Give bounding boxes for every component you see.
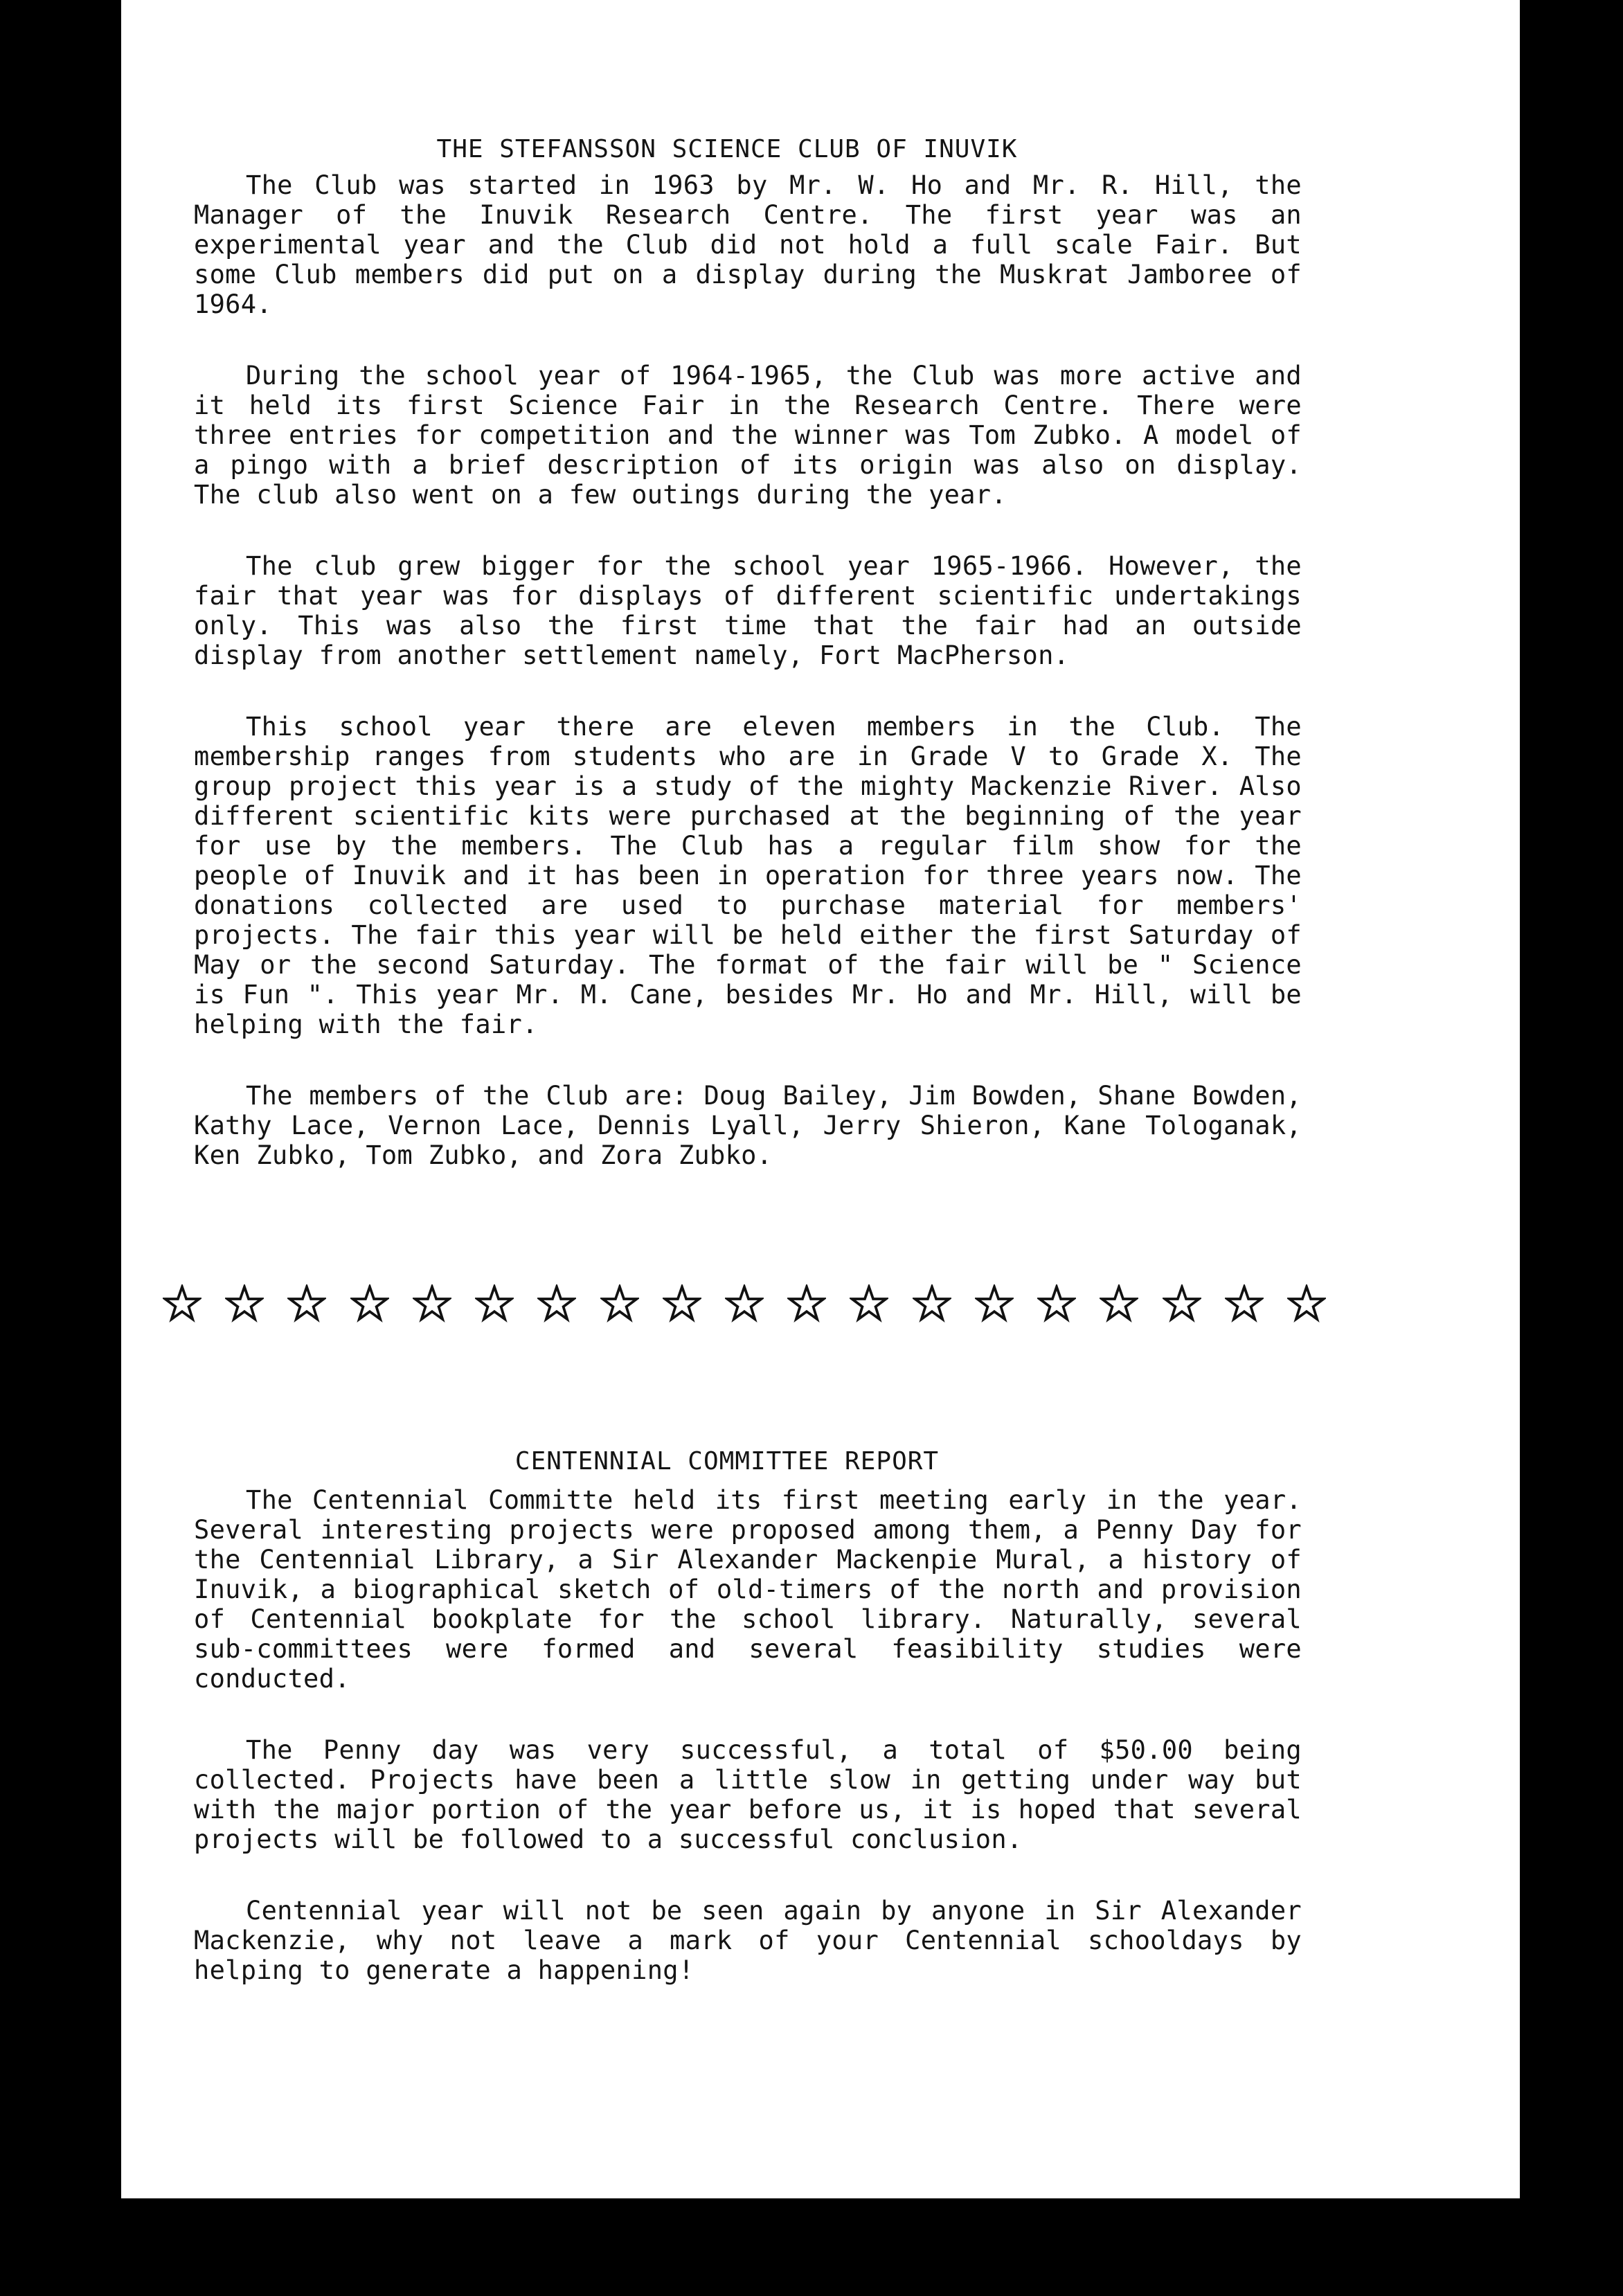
star-outline-icon [975, 1284, 1014, 1323]
centennial-paragraph-2: The Penny day was very successful, a total of $50.00 being collected. Projects have been a little slow in getting under way but with the major portion of the year before us, it is hoped that several projects will be followed to a successful conclusion. [194, 1735, 1302, 1854]
science-club-paragraph-2: During the school year of 1964-1965, the Club was more active and it held its first Science Fair in the Research Centre. There were three entries for competition and the winner was Tom Zubko. A model of a pingo with a brief description of its origin was also on display. The club also went on a few outings during the year. [194, 361, 1302, 510]
science-club-paragraph-3: The club grew bigger for the school year 1965-1966. However, the fair that year was for displays of different scientific undertakings only. This was also the first time that the fair had an outside display from another settlement namely, Fort MacPherson. [194, 551, 1302, 670]
scan-right-edge [1520, 0, 1623, 2296]
star-outline-icon [537, 1284, 576, 1323]
scan-left-edge [0, 0, 121, 2296]
star-divider [163, 1284, 1326, 1323]
star-outline-icon [663, 1284, 701, 1323]
star-outline-icon [287, 1284, 326, 1323]
science-club-paragraph-4: This school year there are eleven members in the Club. The membership ranges from students who are in Grade V to Grade X. The group project this year is a study of the mighty Mackenzie River. Also different scientific kits were purchased at the beginning of the year for use by the members. The Club has a regular film show for the people of Inuvik and it has been in operation for three years now. The donations collected are used to purchase material for members' projects. The fair this year will be held either the first Saturday of May or the second Saturday. The format of the fair will be " Science is Fun ". This year Mr. M. Cane, besides Mr. Ho and Mr. Hill, will be helping with the fair. [194, 712, 1302, 1039]
star-outline-icon [1100, 1284, 1138, 1323]
star-outline-icon [787, 1284, 826, 1323]
centennial-paragraph-1: The Centennial Committe held its first meeting early in the year. Several interesting projects were proposed among them, a Penny Day for the Centennial Library, a Sir Alexander Mackenpie Mural, a history of Inuvik, a biographical sketch of old-timers of the north and provision of Centennial bookplate for the school library. Naturally, several sub-committees were formed and several feasibility studies were conducted. [194, 1485, 1302, 1694]
star-outline-icon [1287, 1284, 1326, 1323]
star-outline-icon [350, 1284, 389, 1323]
star-outline-icon [1037, 1284, 1076, 1323]
science-club-title: THE STEFANSSON SCIENCE CLUB OF INUVIK [436, 135, 1018, 163]
centennial-article [194, 1447, 1302, 2027]
star-outline-icon [475, 1284, 514, 1323]
science-club-article [194, 135, 1302, 1212]
star-outline-icon [600, 1284, 639, 1323]
science-club-members: The members of the Club are: Doug Bailey, Jim Bowden, Shane Bowden, Kathy Lace, Vernon Lace, Dennis Lyall, Jerry Shieron, Kane Tologanak, Ken Zubko, Tom Zubko, and Zora Zubko. [194, 1081, 1302, 1170]
star-outline-icon [163, 1284, 201, 1323]
star-outline-icon [1225, 1284, 1264, 1323]
star-outline-icon [913, 1284, 951, 1323]
star-outline-icon [413, 1284, 451, 1323]
science-club-paragraph-1: The Club was started in 1963 by Mr. W. Ho and Mr. R. Hill, the Manager of the Inuvik Research Centre. The first year was an experimental year and the Club did not hold a full scale Fair. But some Club members did put on a display during the Muskrat Jamboree of 1964. [194, 170, 1302, 319]
star-outline-icon [225, 1284, 264, 1323]
centennial-title: CENTENNIAL COMMITTEE REPORT [514, 1447, 940, 1476]
star-outline-icon [850, 1284, 888, 1323]
star-outline-icon [1163, 1284, 1201, 1323]
centennial-paragraph-3: Centennial year will not be seen again by anyone in Sir Alexander Mackenzie, why not leave a mark of your Centennial schooldays by helping to generate a happening! [194, 1896, 1302, 1985]
scan-bottom-edge [0, 2198, 1623, 2296]
star-outline-icon [725, 1284, 764, 1323]
